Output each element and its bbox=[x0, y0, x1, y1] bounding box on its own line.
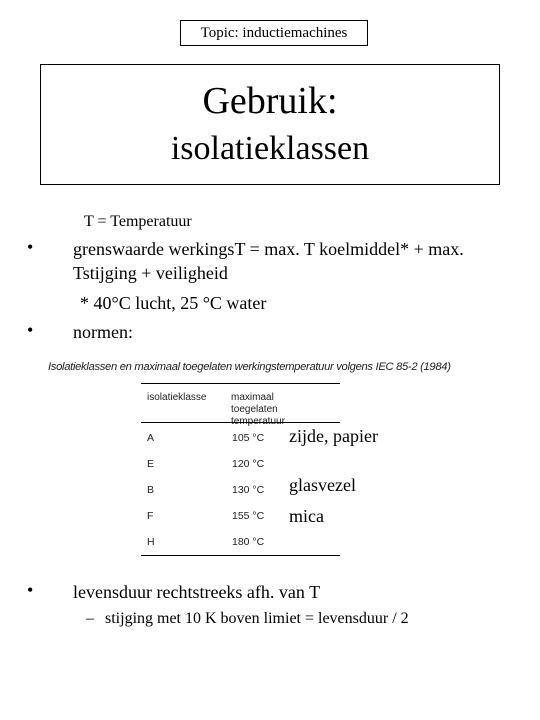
bullet-icon: • bbox=[27, 580, 34, 600]
table-rule-top bbox=[141, 383, 340, 384]
table-rule-bottom bbox=[141, 555, 340, 556]
table-cell-temp: 155 °C bbox=[232, 510, 265, 522]
table-cell-class: H bbox=[147, 536, 155, 548]
slide-title: Gebruik: bbox=[202, 80, 338, 122]
bullet-limit-temperature: grenswaarde werkingsT = max. T koelmiddel* + max. Tstijging + veiligheid bbox=[73, 239, 464, 283]
bullet-icon: • bbox=[27, 320, 34, 340]
table-cell-class: E bbox=[147, 458, 155, 470]
coolant-footnote: * 40°C lucht, 25 °C water bbox=[80, 293, 267, 313]
sub-bullet-lifetime-rule: stijging met 10 K boven limiet = levensduur / 2 bbox=[105, 610, 409, 627]
table-cell-temp: 180 °C bbox=[232, 536, 265, 548]
temperature-note: T = Temperatuur bbox=[84, 213, 192, 230]
table-cell-class: F bbox=[147, 510, 154, 522]
table-cell-temp: 120 °C bbox=[232, 458, 265, 470]
table-cell-temp: 105 °C bbox=[232, 432, 265, 444]
table-caption: Isolatieklassen en maximaal toegelaten werkingstemperatuur volgens IEC 85-2 (1984) bbox=[48, 361, 451, 373]
table-rule-header bbox=[141, 422, 340, 423]
table-cell-class: B bbox=[147, 484, 155, 496]
table-header-max-temp: maximaal toegelaten temperatuur bbox=[231, 392, 285, 427]
table-cell-class: A bbox=[147, 432, 155, 444]
bullet-standards: normen: bbox=[73, 322, 133, 342]
material-note: zijde, papier bbox=[289, 426, 378, 446]
bullet-icon: • bbox=[27, 237, 34, 257]
dash-icon: – bbox=[86, 610, 94, 627]
topic-label: Topic: inductiemachines bbox=[180, 20, 368, 46]
title-box bbox=[40, 64, 500, 185]
table-header-class: isolatieklasse bbox=[147, 392, 207, 403]
material-note: glasvezel bbox=[289, 475, 356, 495]
bullet-lifetime: levensduur rechtstreeks afh. van T bbox=[73, 582, 321, 602]
slide-subtitle: isolatieklassen bbox=[170, 130, 370, 167]
material-note: mica bbox=[289, 506, 324, 526]
table-cell-temp: 130 °C bbox=[232, 484, 265, 496]
